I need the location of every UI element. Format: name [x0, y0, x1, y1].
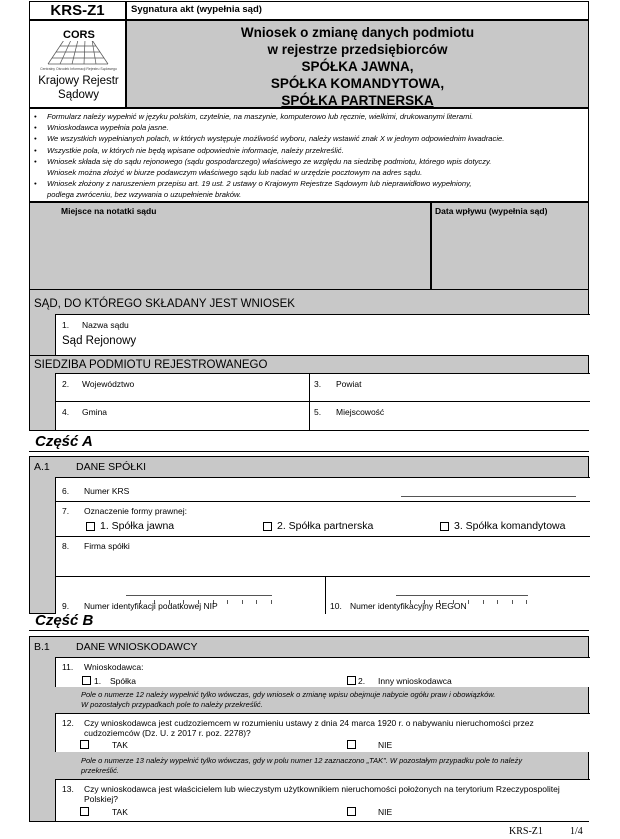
part-a-section-title: DANE SPÓŁKI [76, 461, 147, 473]
receipt-date-label: Data wpływu (wypełnia sąd) [435, 206, 548, 216]
company-name-label: Firma spółki [84, 541, 130, 551]
nip-field[interactable]: 9. Numer identyfikacji podatkowej NIP [55, 576, 325, 614]
instruction-8: podlega zwróceniu, bez wzywania o uzupełnienie braków. [47, 190, 242, 200]
part-b-title: Część B [35, 612, 94, 629]
instruction-4: • Wszystkie pola, w których nie będą wpisane odpowiednie informacje, należy przekreślić. [34, 145, 344, 155]
title-line5: SPÓŁKA PARTNERSKA [281, 93, 434, 108]
signature-box[interactable] [126, 1, 589, 20]
applicant-field[interactable]: 11. Wnioskodawca: 1. Spółka 2. Inny wnioskodawca [55, 657, 590, 687]
seat-section-heading: SIEDZIBA PODMIOTU REJESTROWANEGO [34, 359, 268, 371]
krs-number-label: Numer KRS [84, 486, 130, 496]
property-owner-field[interactable]: 13. Czy wnioskodawca jest właścicielem lub wieczystym użytkownikiem nieruchomości położonych na terytorium Rzeczypospolitej Polskiej? TAK NIE [55, 779, 590, 822]
regon-field[interactable]: 10. Numer identyfikacyjny REGON [325, 576, 590, 614]
instruction-2: • Wnioskodawca wypełnia pola jasne. [34, 123, 169, 133]
court-section-heading: SĄD, DO KTÓREGO SKŁADANY JEST WNIOSEK [34, 298, 295, 310]
note-field-12: Pole o numerze 12 należy wypełnić tylko wówczas, gdy wniosek o zmianę wpisu obejmuje nabycie ogółu praw i obowiązków. W pozostałych przypadkach pole to należy przekreślić. [81, 690, 496, 709]
court-name-label: Nazwa sądu [82, 320, 129, 330]
krs-digit-boxes[interactable] [401, 492, 576, 497]
checkbox-foreigner-no[interactable] [347, 740, 356, 749]
foreigner-yes-label: TAK [112, 740, 128, 750]
checkbox-applicant-other[interactable] [347, 676, 356, 685]
part-a-section: A.1 DANE SPÓŁKI 6. Numer KRS 7. Oznaczenie formy prawnej: 1. Spółka jawna 2. Spółka partnerska 3. Spółka komandytowa 8. Firma spółki 9. Numer identyfikacji podatkowej NIP 10. Numer identyfikacyjny REGON [29, 456, 589, 614]
district-label: Powiat [336, 379, 362, 389]
checkbox-owner-no[interactable] [347, 807, 356, 816]
court-section [29, 290, 589, 356]
option-spolka-partnerska: 2. Spółka partnerska [277, 520, 374, 532]
applicant-label: Wnioskodawca: [84, 662, 144, 672]
form-title-box [126, 20, 589, 108]
property-owner-question: Czy wnioskodawca jest właścicielem lub wieczystym użytkownikiem nieruchomości położonych na terytorium Rzeczypospolitej Polskiej? [84, 784, 560, 804]
regon-label: Numer identyfikacyjny REGON [350, 601, 467, 611]
owner-yes-label: TAK [112, 807, 128, 817]
note-field-13: Pole o numerze 13 należy wypełnić tylko wówczas, gdy w polu numer 12 zaznaczono „TAK". W pozostałym przypadku pole to należy przekreślić. [81, 756, 523, 775]
signature-label: Sygnatura akt (wypełnia sąd) [131, 4, 262, 15]
instruction-6: Wniosek można złożyć w biurze podawczym właściwego sądu lub nadać w urzędzie pocztowym na adres sądu. [47, 168, 423, 178]
logo-box [29, 20, 126, 108]
regon-digit-boxes[interactable] [396, 591, 528, 596]
part-b-section-title: DANE WNIOSKODAWCY [76, 641, 198, 653]
title-line4: SPÓŁKA KOMANDYTOWA, [270, 76, 445, 91]
instructions-box [29, 108, 589, 202]
option-spolka-jawna: 1. Spółka jawna [100, 520, 175, 532]
locality-field[interactable]: 5. Miejscowość [309, 401, 590, 430]
krs-number-field[interactable]: 6. Numer KRS [55, 477, 590, 501]
footer-form-code: KRS-Z1 [509, 826, 543, 837]
footer-page-number: 1/4 [570, 826, 583, 837]
checkbox-spolka-komandytowa[interactable] [440, 522, 449, 531]
option-applicant-company: Spółka [110, 676, 136, 686]
court-notes-label: Miejsce na notatki sądu [61, 206, 157, 216]
commune-field[interactable]: 4. Gmina [55, 401, 309, 430]
voivodeship-field[interactable]: 2. Województwo [55, 373, 309, 401]
title-line1: Wniosek o zmianę danych podmiotu [240, 25, 475, 40]
legal-form-label: Oznaczenie formy prawnej: [84, 506, 187, 516]
locality-label: Miejscowość [336, 407, 385, 417]
legal-form-field[interactable]: 7. Oznaczenie formy prawnej: 1. Spółka jawna 2. Spółka partnerska 3. Spółka komandytowa [55, 501, 590, 536]
cors-logo [38, 26, 118, 66]
checkbox-owner-yes[interactable] [80, 807, 89, 816]
cors-text: CORS [63, 29, 95, 41]
option-applicant-other: Inny wnioskodawca [378, 676, 452, 686]
foreigner-no-label: NIE [378, 740, 393, 750]
owner-no-label: NIE [378, 807, 393, 817]
checkbox-spolka-jawna[interactable] [86, 522, 95, 531]
instruction-1: • Formularz należy wypełnić w języku polskim, czytelnie, na maszynie, komputerowo lub ręcznie, wielkimi, drukowanymi literami. [34, 112, 474, 121]
court-name-field[interactable]: 1. Nazwa sądu Sąd Rejonowy [55, 314, 590, 355]
option-spolka-komandytowa: 3. Spółka komandytowa [454, 520, 566, 532]
court-name-value: Sąd Rejonowy [62, 335, 137, 347]
form-code-box [29, 1, 126, 20]
district-field[interactable]: 3. Powiat [309, 373, 590, 401]
title-line2: w rejestrze przedsiębiorców [267, 42, 448, 57]
checkbox-applicant-company[interactable] [82, 676, 91, 685]
instruction-5: • Wniosek składa się do sądu rejonowego (sądu gospodarczego) właściwego ze względu na siedzibę podmiotu, którego wpis dotyczy. [34, 156, 492, 166]
commune-label: Gmina [82, 407, 108, 417]
logo-subtext: Centralny Ośrodek Informacji Rejestru Sądowego [40, 67, 117, 71]
company-name-field[interactable]: 8. Firma spółki [55, 536, 590, 576]
receipt-date-box [431, 202, 589, 290]
checkbox-spolka-partnerska[interactable] [263, 522, 272, 531]
court-notes-box [29, 202, 431, 290]
seat-section [29, 356, 589, 431]
part-a-title: Część A [35, 433, 93, 450]
voivodeship-label: Województwo [82, 379, 135, 389]
part-b-section: B.1 DANE WNIOSKODAWCY 11. Wnioskodawca: 1. Spółka 2. Inny wnioskodawca Pole o numerze 12 należy wypełnić tylko wówczas, gdy wniosek o zmianę wpisu obejmuje nabycie ogółu praw i obowiązków. W pozostałych przypadkach pole to należy przekreślić. 12. Czy wnioskodawca jest cudzoziemcem w rozumieniu ustawy z dnia 24 marca 1920 r. o nabywaniu nieruchomości przez cudzoziemców (Dz. U. z 2017 r. poz. 2278)? TAK NIE Pole o numerze 13 należy wypełnić tylko wówczas, gdy w polu numer 12 zaznaczono „TAK". W pozostałym przypadku pole to należy przekreślić. 13. Czy wnioskodawca jest właścicielem lub wieczystym użytkownikiem nieruchomości położonych na terytorium Rzeczypospolitej Polskiej? TAK NIE [29, 636, 589, 821]
foreigner-question: Czy wnioskodawca jest cudzoziemcem w rozumieniu ustawy z dnia 24 marca 1920 r. o nabywaniu nieruchomości przez cudzoziemców (Dz. U. z 2017 r. poz. 2278)? [84, 718, 534, 738]
nip-label: Numer identyfikacji podatkowej NIP [84, 601, 218, 611]
title-line3: SPÓŁKA JAWNA, [301, 59, 414, 74]
instruction-3: • We wszystkich wypełnianych polach, w których występuje możliwość wyboru, należy wstawić znak X w jednym odpowiednim kwadracie. [34, 134, 505, 144]
foreigner-field[interactable]: 12. Czy wnioskodawca jest cudzoziemcem w rozumieniu ustawy z dnia 24 marca 1920 r. o nabywaniu nieruchomości przez cudzoziemców (Dz. U. z 2017 r. poz. 2278)? TAK NIE [55, 713, 590, 752]
checkbox-foreigner-yes[interactable] [80, 740, 89, 749]
registry-name: Krajowy Rejestr Sądowy [38, 75, 119, 101]
nip-digit-boxes[interactable] [126, 591, 272, 596]
instruction-7: • Wniosek złożony z naruszeniem przepisu art. 19 ust. 2 ustawy o Krajowym Rejestrze Sądowym lub nieprawidłowo wypełniony, [34, 179, 472, 189]
form-code: KRS-Z1 [50, 2, 105, 19]
